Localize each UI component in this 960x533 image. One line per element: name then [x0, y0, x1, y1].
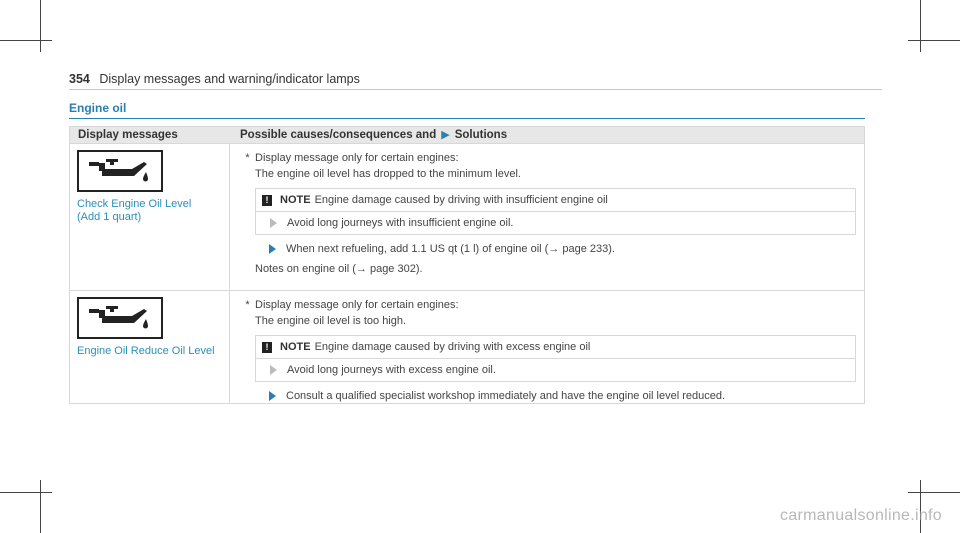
note-box — [255, 188, 856, 235]
page-header-title: Display messages and warning/indicator lamps — [99, 72, 360, 86]
page-header — [69, 72, 360, 86]
note-text: Engine damage caused by driving with insufficient engine oil — [314, 194, 608, 206]
table-row — [70, 290, 864, 403]
solution-step — [240, 241, 856, 257]
note-label: NOTE — [280, 194, 311, 206]
crop-mark — [40, 0, 41, 52]
note-box — [255, 335, 856, 382]
message-cell — [70, 291, 230, 403]
solution-text: Consult a qualified specialist workshop immediately and have the engine oil level reduced. — [286, 390, 726, 402]
solution-step — [240, 388, 856, 404]
note-step — [256, 359, 855, 381]
page-number: 354 — [69, 72, 90, 86]
step-arrow-icon — [270, 218, 277, 228]
crop-mark — [908, 40, 960, 41]
note-header — [256, 189, 855, 212]
message-line: (Add 1 quart) — [77, 211, 142, 223]
cause-text: The engine oil level has dropped to the minimum level. — [255, 168, 521, 180]
section-rule — [69, 118, 865, 119]
col-header-display-messages: Display messages — [78, 129, 178, 141]
engine-oil-level-icon — [77, 297, 163, 339]
note-step-text: Avoid long journeys with insufficient engine oil. — [287, 217, 514, 229]
cause-text: Display message only for certain engines: — [255, 299, 459, 311]
section-title: Engine oil — [69, 101, 127, 115]
table-row — [70, 143, 864, 290]
cause-item — [240, 150, 856, 166]
display-message-text — [77, 198, 229, 224]
message-cell — [70, 144, 230, 290]
note-step-text: Avoid long journeys with excess engine oil. — [287, 364, 496, 376]
solution-text: When next refueling, add 1.1 US qt (1 l) of engine oil (→ page 233). — [286, 243, 615, 255]
note-text: Engine damage caused by driving with excess engine oil — [314, 341, 591, 353]
asterisk-icon: * — [245, 299, 250, 311]
crop-mark — [0, 40, 52, 41]
message-line: Check Engine Oil Level — [77, 198, 192, 210]
warning-icon: ! — [262, 195, 272, 206]
table-header — [70, 127, 864, 143]
note-step — [256, 212, 855, 234]
asterisk-icon: * — [245, 152, 250, 164]
display-messages-table — [69, 126, 865, 404]
cause-item — [240, 297, 856, 313]
crop-mark — [908, 492, 960, 493]
cause-text: Display message only for certain engines: — [255, 152, 459, 164]
crop-mark — [0, 492, 52, 493]
warning-icon: ! — [262, 342, 272, 353]
causes-cell — [230, 144, 864, 290]
col-header-causes — [230, 127, 864, 143]
watermark: carmanualsonline.info — [780, 507, 942, 524]
page-reference-link[interactable]: Notes on engine oil (→ page 302). — [255, 263, 423, 275]
display-message-text: Engine Oil Reduce Oil Level — [77, 345, 215, 357]
crop-mark — [40, 480, 41, 533]
header-rule — [69, 89, 882, 90]
col-header-causes-text: Possible causes/consequences and — [240, 129, 437, 141]
note-header — [256, 336, 855, 359]
crop-mark — [920, 0, 921, 52]
arrow-right-icon: ▶ — [441, 129, 450, 141]
engine-oil-level-icon — [77, 150, 163, 192]
cause-text: The engine oil level is too high. — [255, 315, 407, 327]
step-arrow-icon — [269, 244, 276, 254]
step-arrow-icon — [269, 391, 276, 401]
col-header-solutions-text: Solutions — [454, 129, 508, 141]
note-label: NOTE — [280, 341, 311, 353]
step-arrow-icon — [270, 365, 277, 375]
causes-cell — [230, 291, 864, 403]
